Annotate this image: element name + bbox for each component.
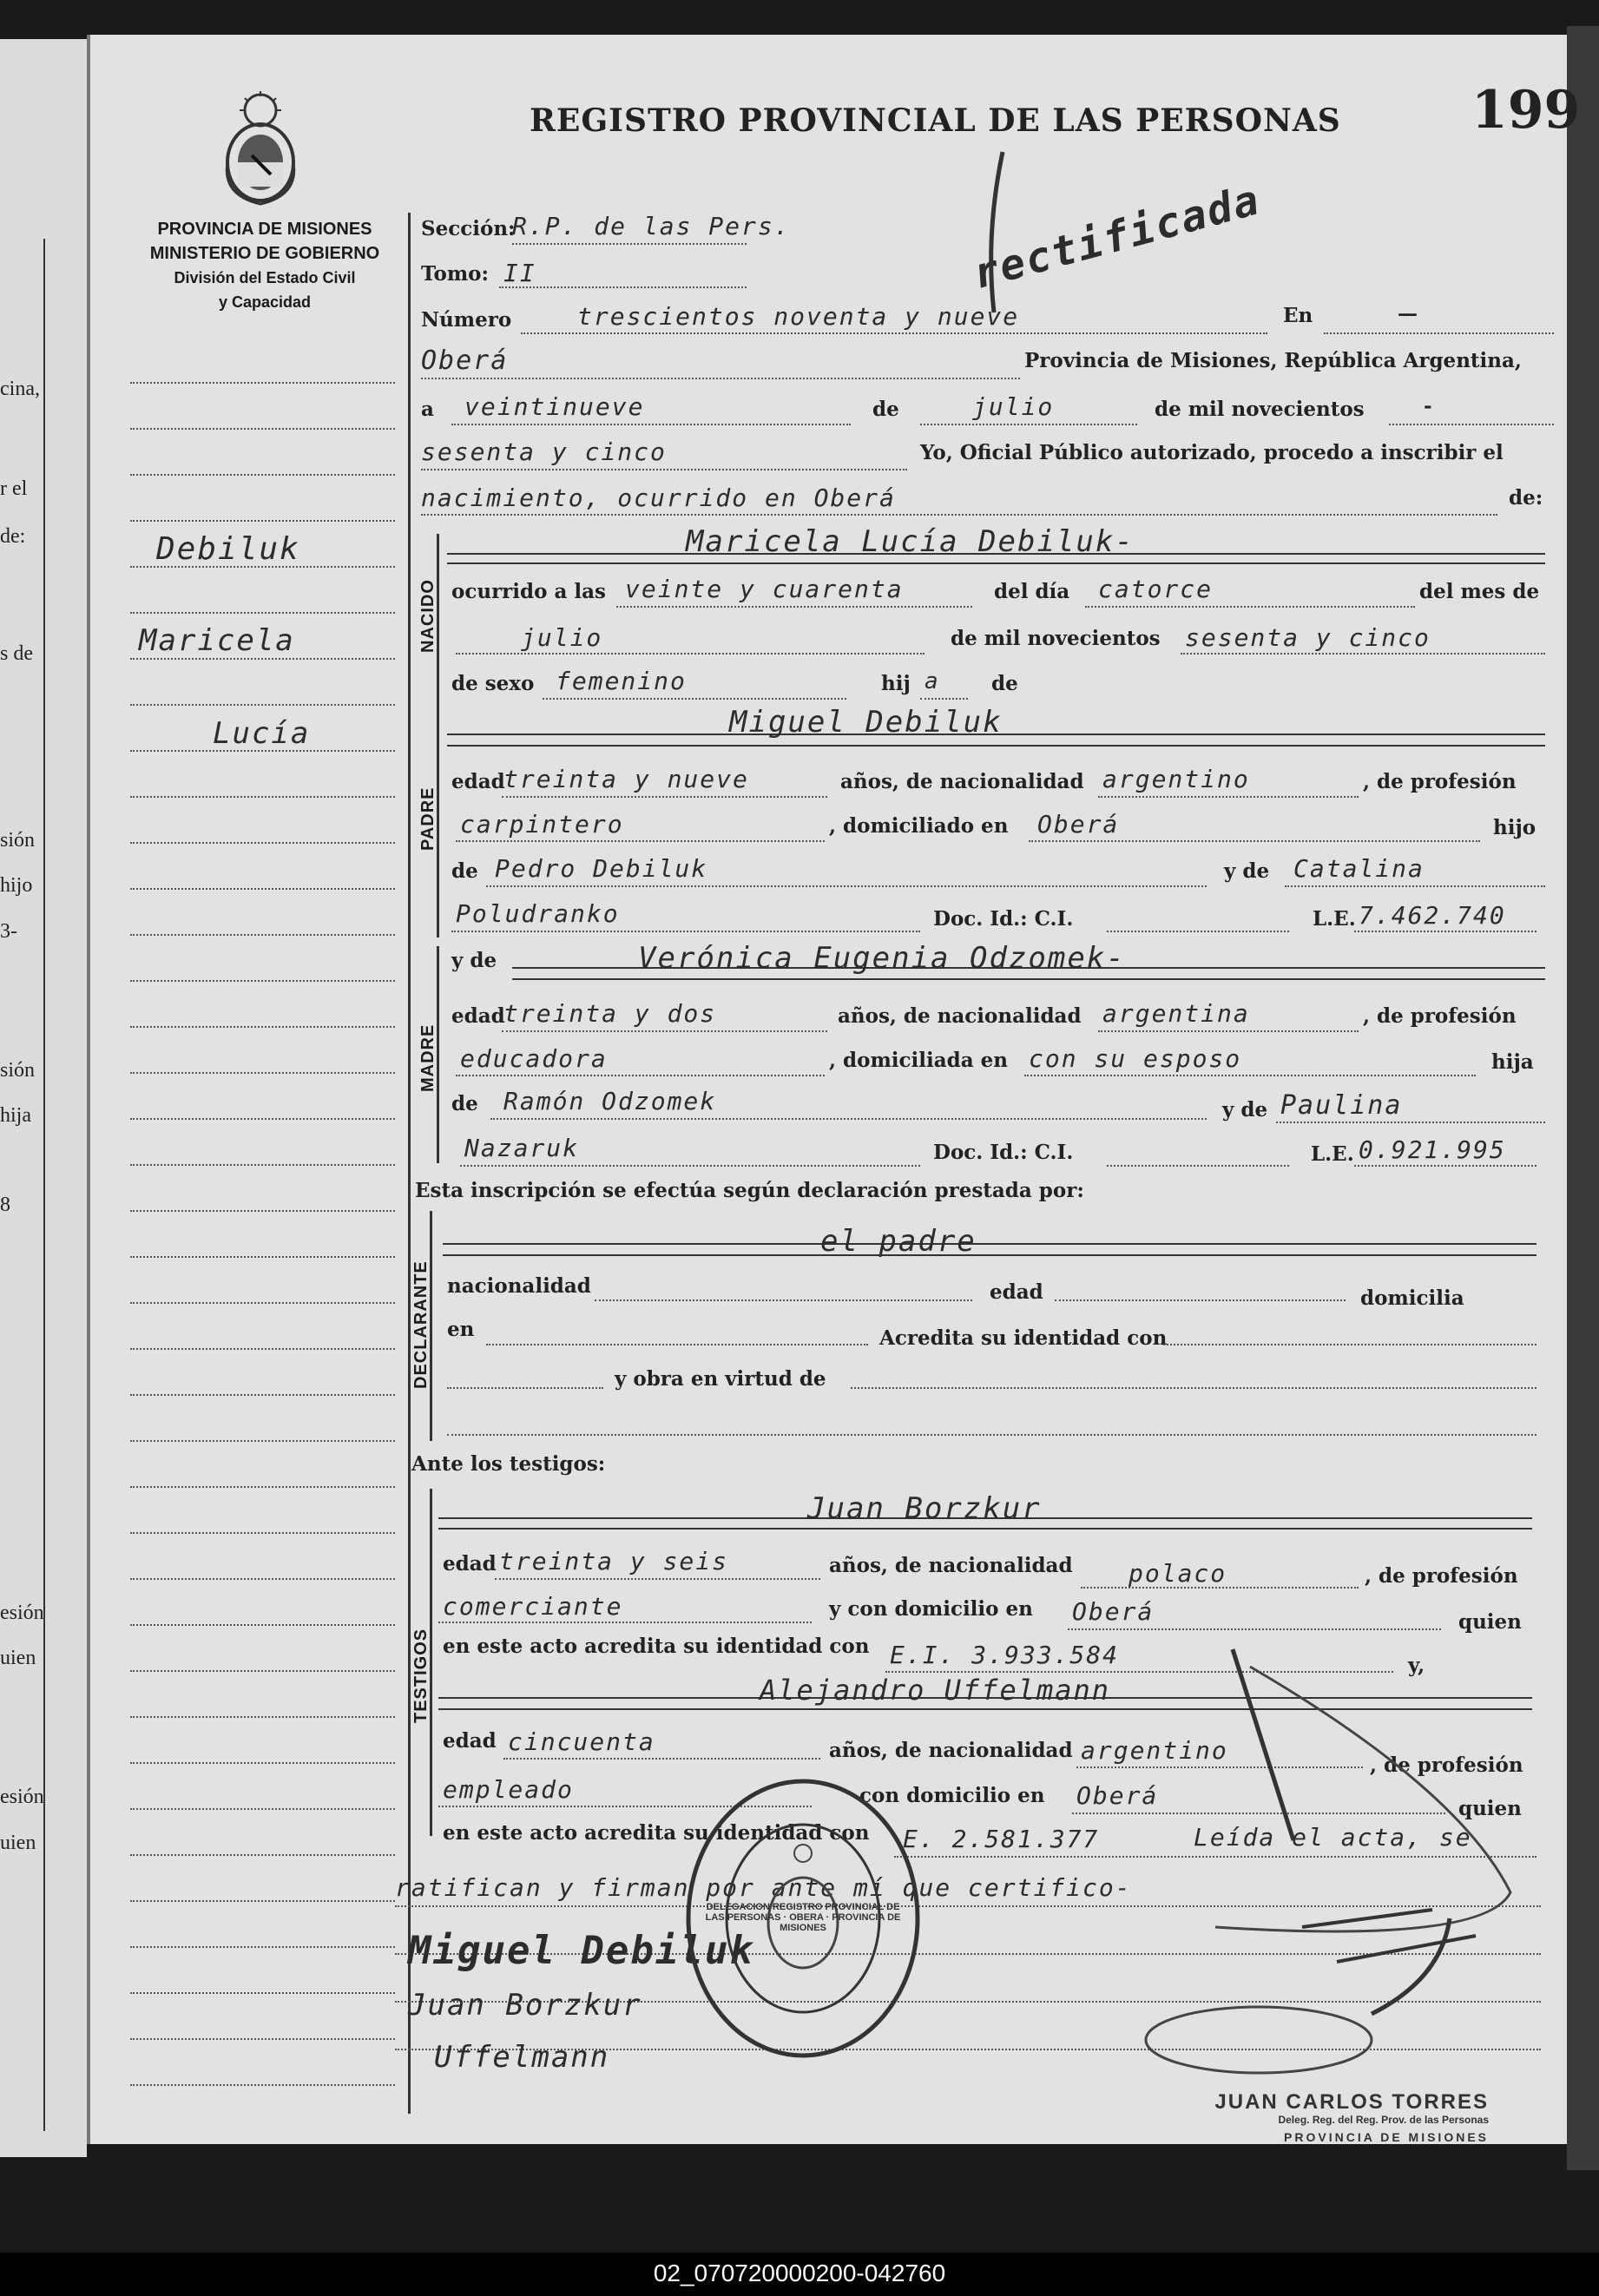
margin-line — [130, 888, 395, 890]
declarante-side-label: DECLARANTE — [411, 1260, 431, 1389]
left-fragment: hijo — [0, 874, 33, 897]
sexo-label: de sexo — [451, 672, 535, 695]
de-label: de — [872, 398, 899, 421]
w2-acredita-label: en este acto acredita su identidad con — [443, 1821, 870, 1845]
signature-witness2: Uffelmann — [434, 2040, 610, 2075]
a-label: a — [421, 398, 434, 421]
witness2-name: Alejandro Uffelmann — [760, 1674, 1111, 1707]
nac-value: argentina — [1102, 999, 1250, 1028]
registrar-stamp — [1211, 2090, 1489, 2146]
margin-line — [130, 1532, 395, 1534]
hija-label: hija — [1491, 1050, 1534, 1074]
dom-value: Oberá — [1037, 810, 1120, 839]
doc-label: Doc. Id.: C.I. — [933, 1141, 1074, 1164]
madre-name: Verónica Eugenia Odzomek- — [638, 941, 1126, 976]
de-label: de — [991, 672, 1018, 695]
edad-value: treinta y dos — [503, 999, 717, 1028]
w2-dom-value: Oberá — [1076, 1781, 1159, 1810]
nac-label: nacionalidad — [447, 1274, 591, 1298]
left-fragment: hija — [0, 1104, 31, 1127]
yde-label: y de — [1224, 859, 1270, 883]
page-number: 199 — [1471, 80, 1581, 141]
nacido-name: Maricela Lucía Debiluk- — [686, 524, 1135, 559]
left-fragment: esión — [0, 1602, 44, 1624]
margin-line — [130, 382, 395, 384]
margin-line — [130, 1670, 395, 1672]
w2-nac-value: argentino — [1081, 1736, 1228, 1765]
padre-name: Miguel Debiluk — [729, 705, 1003, 740]
mother-surname: Nazaruk — [464, 1134, 580, 1162]
seccion-value: R.P. de las Pers. — [512, 212, 791, 240]
month-value: julio — [972, 392, 1055, 421]
margin-line — [130, 1762, 395, 1764]
province-text: Provincia de Misiones, República Argentina, — [1024, 349, 1522, 372]
obra-label: y obra en virtud de — [615, 1367, 826, 1391]
w1-edad-label: edad — [443, 1552, 497, 1576]
le-label: L.E. — [1313, 907, 1356, 931]
w2-read: Leída el acta, se — [1194, 1823, 1472, 1852]
de-end: de: — [1509, 486, 1543, 510]
en-value: — — [1398, 302, 1418, 326]
w2-edad-value: cincuenta — [508, 1727, 655, 1756]
margin-line — [130, 520, 395, 522]
ministry-line: MINISTERIO DE GOBIERNO — [149, 244, 380, 263]
testigos-intro: Ante los testigos: — [411, 1452, 606, 1476]
edad-label: edad — [990, 1280, 1043, 1304]
numero-value: trescientos noventa y nueve — [577, 302, 1020, 331]
margin-line — [130, 658, 395, 660]
margin-line — [130, 1486, 395, 1488]
w1-prof-label: , de profesión — [1365, 1564, 1518, 1588]
left-fragment: s de — [0, 642, 33, 665]
year-label: de mil novecientos — [951, 627, 1161, 650]
le-label: L.E. — [1311, 1142, 1354, 1166]
margin-line — [130, 1578, 395, 1580]
w1-dom-label: y con domicilio en — [829, 1597, 1033, 1621]
margin-line — [130, 1624, 395, 1626]
stamp-line: PROVINCIA DE MISIONES — [1284, 2130, 1489, 2144]
tomo-value: II — [503, 259, 536, 287]
year-value: sesenta y cinco — [1185, 623, 1431, 652]
ministry-line: y Capacidad — [218, 293, 312, 311]
father-value: Pedro Debiluk — [495, 854, 708, 883]
dom-label: , domiciliada en — [829, 1049, 1008, 1072]
nac-label: años, de nacionalidad — [840, 770, 1084, 793]
witness1-name: Juan Borzkur — [807, 1491, 1042, 1526]
ministry-line: PROVINCIA DE MISIONES — [157, 220, 372, 239]
prof-label: , de profesión — [1363, 1004, 1517, 1028]
tomo-label: Tomo: — [421, 262, 489, 286]
city-value: Oberá — [421, 345, 509, 376]
w1-doc-value: E.I. 3.933.584 — [890, 1641, 1120, 1669]
left-fragment: cina, — [0, 378, 40, 400]
padre-side-label: PADRE — [418, 786, 438, 851]
de-label: de — [451, 859, 478, 883]
image-id: 02_070720000200-042760 — [653, 2260, 946, 2286]
del-mes-label: del mes de — [1419, 580, 1540, 603]
margin-line — [130, 428, 395, 430]
le-value: 7.462.740 — [1359, 901, 1506, 930]
edad-value: treinta y nueve — [503, 765, 749, 793]
margin-line — [130, 1302, 395, 1304]
mother-value: Catalina — [1293, 854, 1425, 883]
dom-label: domicilia — [1360, 1286, 1464, 1310]
w2-nac-label: años, de nacionalidad — [829, 1739, 1073, 1762]
dom-value: con su esposo — [1029, 1044, 1242, 1073]
ministry-block — [130, 217, 399, 314]
margin-line — [130, 842, 395, 844]
declaracion-intro: Esta inscripción se efectúa según declaración prestada por: — [415, 1179, 1084, 1202]
event-value: nacimiento, ocurrido en Oberá — [421, 484, 896, 512]
testigos-side-label: TESTIGOS — [411, 1628, 431, 1723]
sexo-value: femenino — [556, 667, 687, 695]
en-label: en — [447, 1318, 475, 1341]
numero-label: Número — [421, 308, 512, 332]
w2-quien: quien — [1458, 1797, 1522, 1820]
margin-line — [130, 980, 395, 982]
edad-label: edad — [451, 1004, 505, 1028]
margin-line — [130, 1854, 395, 1856]
w1-nac-label: años, de nacionalidad — [829, 1554, 1073, 1577]
margin-line — [130, 612, 395, 614]
yde-label: y de — [451, 949, 497, 972]
w1-acredita-label: en este acto acredita su identidad con — [443, 1635, 870, 1658]
w2-doc-value: E. 2.581.377 — [903, 1825, 1100, 1853]
margin-name: Lucía — [213, 716, 311, 751]
dom-label: , domiciliado en — [829, 814, 1009, 838]
de-label: de — [451, 1092, 478, 1115]
left-fragment: de: — [0, 525, 26, 548]
hijo-label: hijo — [1493, 816, 1536, 839]
year-label: de mil novecientos — [1155, 398, 1365, 421]
closing-text: ratifican y firman por ante mí que certifico- — [395, 1873, 1132, 1902]
margin-line — [130, 1946, 395, 1948]
coat-of-arms — [217, 91, 304, 208]
left-fragment: sión — [0, 1059, 36, 1082]
w1-quien: quien — [1458, 1610, 1522, 1634]
father-value: Ramón Odzomek — [503, 1087, 717, 1115]
w1-edad-value: treinta y seis — [499, 1547, 729, 1576]
margin-line — [130, 934, 395, 936]
left-fragment: 3- — [0, 920, 17, 943]
nacido-side-label: NACIDO — [418, 579, 438, 653]
seccion-label: Sección: — [421, 217, 516, 240]
left-fragment: 8 — [0, 1194, 10, 1216]
day-value: catorce — [1098, 575, 1214, 603]
en-label: En — [1283, 304, 1313, 327]
w2-prof-label: , de profesión — [1370, 1753, 1523, 1777]
doc-label: Doc. Id.: C.I. — [933, 907, 1074, 931]
edad-label: edad — [451, 770, 505, 793]
margin-line — [130, 1026, 395, 1028]
nac-label: años, de nacionalidad — [838, 1004, 1082, 1028]
margin-line — [130, 1440, 395, 1442]
w2-edad-label: edad — [443, 1729, 497, 1753]
mother-surname: Poludranko — [456, 899, 620, 928]
day-value: veintinueve — [464, 392, 645, 421]
annotation-stroke — [968, 148, 1020, 321]
stamp-line: Deleg. Reg. del Reg. Prov. de las Personas — [1278, 2114, 1489, 2126]
margin-line — [130, 796, 395, 798]
margin-line — [130, 1348, 395, 1350]
w1-prof-value: comerciante — [443, 1592, 623, 1621]
ocurrido-label: ocurrido a las — [451, 580, 606, 603]
year-dash: - — [1424, 394, 1432, 418]
document-title: REGISTRO PROVINCIAL DE LAS PERSONAS — [530, 102, 1341, 139]
w2-dom-label: con domicilio en — [859, 1784, 1045, 1807]
margin-line — [130, 1210, 395, 1212]
margin-line — [130, 1164, 395, 1166]
ministry-line: División del Estado Civil — [174, 269, 356, 286]
prof-label: , de profesión — [1363, 770, 1517, 793]
madre-side-label: MADRE — [418, 1023, 438, 1092]
margin-line — [130, 704, 395, 706]
hij-label: hij — [881, 672, 911, 695]
nac-value: argentino — [1102, 765, 1250, 793]
margin-line — [130, 1394, 395, 1396]
left-fragment: uien — [0, 1832, 36, 1854]
left-fragment: r el — [0, 477, 28, 500]
stamp-line: JUAN CARLOS TORRES — [1214, 2090, 1489, 2114]
official-seal — [681, 1775, 925, 2062]
left-fragment: esión — [0, 1786, 44, 1808]
officer-text: Yo, Oficial Público autorizado, procedo a inscribir el — [920, 441, 1504, 464]
seal-text: DELEGACION REGISTRO PROVINCIAL DE LAS PERSONAS · OBERA · PROVINCIA DE MISIONES — [705, 1902, 901, 1933]
left-page-edge — [0, 39, 87, 2157]
hij-value: a — [925, 668, 940, 694]
left-fragment: sión — [0, 829, 36, 852]
prof-value: educadora — [460, 1044, 608, 1073]
margin-line — [130, 474, 395, 476]
margin-line — [130, 2038, 395, 2040]
signature-witness1: Juan Borzkur — [408, 1988, 642, 2023]
registrar-signature — [1042, 1632, 1528, 2083]
signature-father: Miguel Debiluk — [408, 1929, 754, 1973]
margin-line — [130, 1716, 395, 1718]
prof-value: carpintero — [460, 810, 624, 839]
w2-prof-value: empleado — [443, 1775, 574, 1804]
year-value: sesenta y cinco — [421, 437, 667, 466]
margin-line — [130, 1118, 395, 1120]
hour-value: veinte y cuarenta — [625, 575, 904, 603]
yde2-label: y de — [1222, 1098, 1268, 1122]
margin-line — [130, 1808, 395, 1810]
margin-line — [130, 1256, 395, 1258]
left-fragment: uien — [0, 1647, 36, 1669]
month-value: julio — [521, 623, 603, 652]
mother-value: Paulina — [1280, 1090, 1403, 1121]
margin-line — [130, 1992, 395, 1994]
margin-surname: Debiluk — [156, 531, 300, 567]
rectificada-annotation: rectificada — [968, 175, 1266, 299]
declarante-name: el padre — [820, 1224, 977, 1259]
w1-y: y, — [1408, 1654, 1425, 1677]
margin-line — [130, 1072, 395, 1074]
margin-line — [130, 1900, 395, 1902]
acredita-label: Acredita su identidad con — [879, 1326, 1168, 1350]
margin-name: Maricela — [139, 623, 295, 658]
le-value: 0.921.995 — [1359, 1135, 1506, 1164]
w1-dom-value: Oberá — [1072, 1597, 1155, 1626]
margin-line — [130, 2084, 395, 2086]
del-dia-label: del día — [994, 580, 1070, 603]
w1-nac-value: polaco — [1129, 1559, 1227, 1588]
